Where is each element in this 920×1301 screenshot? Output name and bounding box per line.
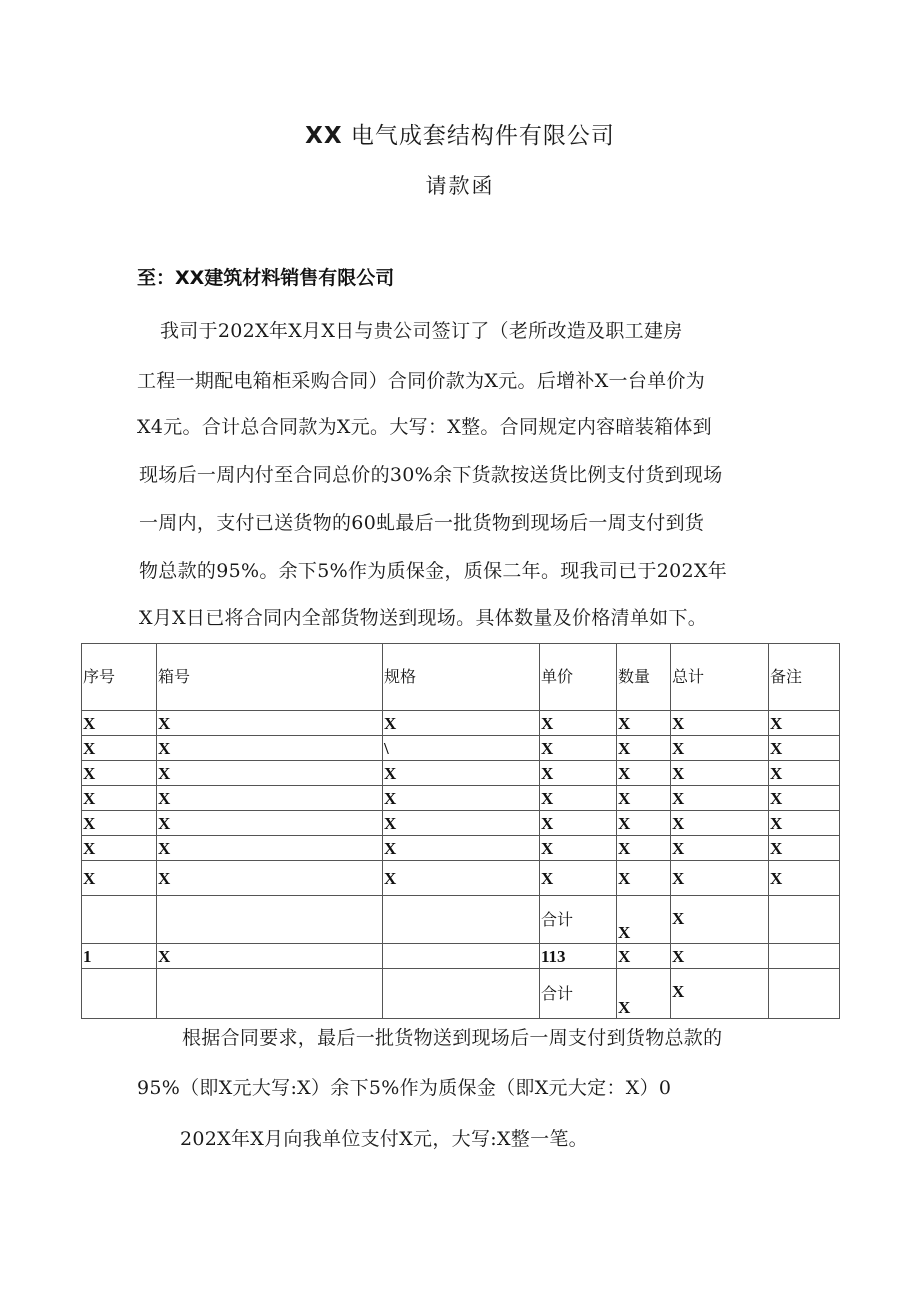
- cell: [82, 896, 157, 944]
- cell: X: [383, 836, 540, 861]
- cell: X: [383, 761, 540, 786]
- company-name: 电气成套结构件有限公司: [350, 123, 615, 149]
- table-header-row: [82, 644, 840, 711]
- cell: X: [157, 786, 383, 811]
- table-row: [82, 786, 840, 811]
- header-cell-index: 序号: [82, 644, 157, 711]
- cell: X: [671, 711, 769, 736]
- cell: X: [671, 836, 769, 861]
- cell: X: [769, 761, 840, 786]
- cell: X: [671, 786, 769, 811]
- cell: X: [157, 711, 383, 736]
- header-cell-spec: 规格: [383, 644, 540, 711]
- table-row: [82, 736, 840, 761]
- closing-line: 202X年X月向我单位支付X元，大写:X整一笔。: [180, 1128, 588, 1150]
- cell: X: [157, 944, 383, 969]
- cell: X: [671, 944, 769, 969]
- cell: X: [769, 736, 840, 761]
- cell: X: [769, 811, 840, 836]
- cell: X: [769, 836, 840, 861]
- body-line: 物总款的95%。余下5%作为质保金，质保二年。现我司已于202X年: [139, 560, 728, 582]
- body-line: 一周内，支付已送货物的60虬最后一批货物到现场后一周支付到货: [139, 512, 705, 534]
- table-row: [82, 761, 840, 786]
- cell: X: [540, 861, 617, 896]
- cell: X: [671, 736, 769, 761]
- cell: X: [157, 836, 383, 861]
- cell: X: [383, 811, 540, 836]
- cell: [383, 969, 540, 1019]
- cell: X: [617, 944, 671, 969]
- cell: X: [540, 811, 617, 836]
- cell: [769, 896, 840, 944]
- company-prefix: XX: [305, 123, 343, 149]
- cell: X: [671, 861, 769, 896]
- cell: X: [540, 836, 617, 861]
- header-cell-box-no: 箱号: [157, 644, 383, 711]
- cell: X: [540, 736, 617, 761]
- cell: X: [671, 761, 769, 786]
- table-row: [82, 711, 840, 736]
- cell: X: [617, 761, 671, 786]
- cell: X: [617, 836, 671, 861]
- table-row: [82, 944, 840, 969]
- cell: X: [617, 736, 671, 761]
- cell: X: [383, 786, 540, 811]
- cell: X: [769, 711, 840, 736]
- cell: X: [82, 836, 157, 861]
- subtotal-label: 合计: [540, 969, 617, 1019]
- cell: X: [157, 736, 383, 761]
- body-line: X月X日已将合同内全部货物送到现场。具体数量及价格清单如下。: [139, 607, 708, 629]
- cell: X: [617, 786, 671, 811]
- cell: 1: [82, 944, 157, 969]
- subtotal-row: [82, 896, 840, 944]
- cell: X: [82, 711, 157, 736]
- cell: [157, 969, 383, 1019]
- header-cell-total: 总计: [671, 644, 769, 711]
- cell: [82, 969, 157, 1019]
- body-line: 现场后一周内付至合同总价的30%余下货款按送货比例支付货到现场: [139, 464, 723, 486]
- cell: X: [157, 861, 383, 896]
- cell: X: [383, 861, 540, 896]
- table-row: [82, 861, 840, 896]
- cell: [769, 944, 840, 969]
- cell: [383, 896, 540, 944]
- cell: X: [383, 711, 540, 736]
- cell: X: [157, 811, 383, 836]
- table-row: [82, 836, 840, 861]
- price-list-table: [81, 643, 840, 1019]
- company-title: [0, 117, 920, 150]
- addressee: 至：XX建筑材料销售有限公司: [137, 267, 395, 289]
- body-line: X4元。合计总合同款为X元。大写：X整。合同规定内容暗装箱体到: [137, 416, 712, 438]
- cell: [157, 896, 383, 944]
- cell: X: [82, 811, 157, 836]
- subtotal-label: 合计: [540, 896, 617, 944]
- cell: X: [617, 861, 671, 896]
- header-cell-remark: 备注: [769, 644, 840, 711]
- subtotal-row: [82, 969, 840, 1019]
- cell: X: [82, 761, 157, 786]
- header-cell-unit-price: 单价: [540, 644, 617, 711]
- header-cell-qty: 数量: [617, 644, 671, 711]
- subtotal-qty: X: [617, 969, 671, 1019]
- table-row: [82, 811, 840, 836]
- closing-line: 根据合同要求，最后一批货物送到现场后一周支付到货物总款的: [182, 1027, 723, 1049]
- subtotal-total: X: [671, 969, 769, 1019]
- cell: X: [769, 786, 840, 811]
- cell: X: [157, 761, 383, 786]
- cell: X: [540, 786, 617, 811]
- cell: X: [617, 711, 671, 736]
- cell: X: [540, 711, 617, 736]
- cell: X: [82, 736, 157, 761]
- cell: [769, 969, 840, 1019]
- body-line: 工程一期配电箱柜采购合同）合同价款为X元。后增补X一台单价为: [137, 370, 706, 392]
- cell: 113: [540, 944, 617, 969]
- closing-line: 95%（即X元大写:X）余下5%作为质保金（即X元大定：X）0: [137, 1077, 672, 1099]
- cell: X: [82, 786, 157, 811]
- subtotal-total: X: [671, 896, 769, 944]
- cell: X: [671, 811, 769, 836]
- cell: X: [540, 761, 617, 786]
- cell: X: [617, 811, 671, 836]
- body-line: 我司于202X年X月X日与贵公司签订了（老所改造及职工建房: [160, 320, 683, 342]
- subtotal-qty: X: [617, 896, 671, 944]
- cell: \: [383, 736, 540, 761]
- cell: X: [82, 861, 157, 896]
- document-title: 请款函: [425, 174, 495, 198]
- cell: [383, 944, 540, 969]
- cell: X: [769, 861, 840, 896]
